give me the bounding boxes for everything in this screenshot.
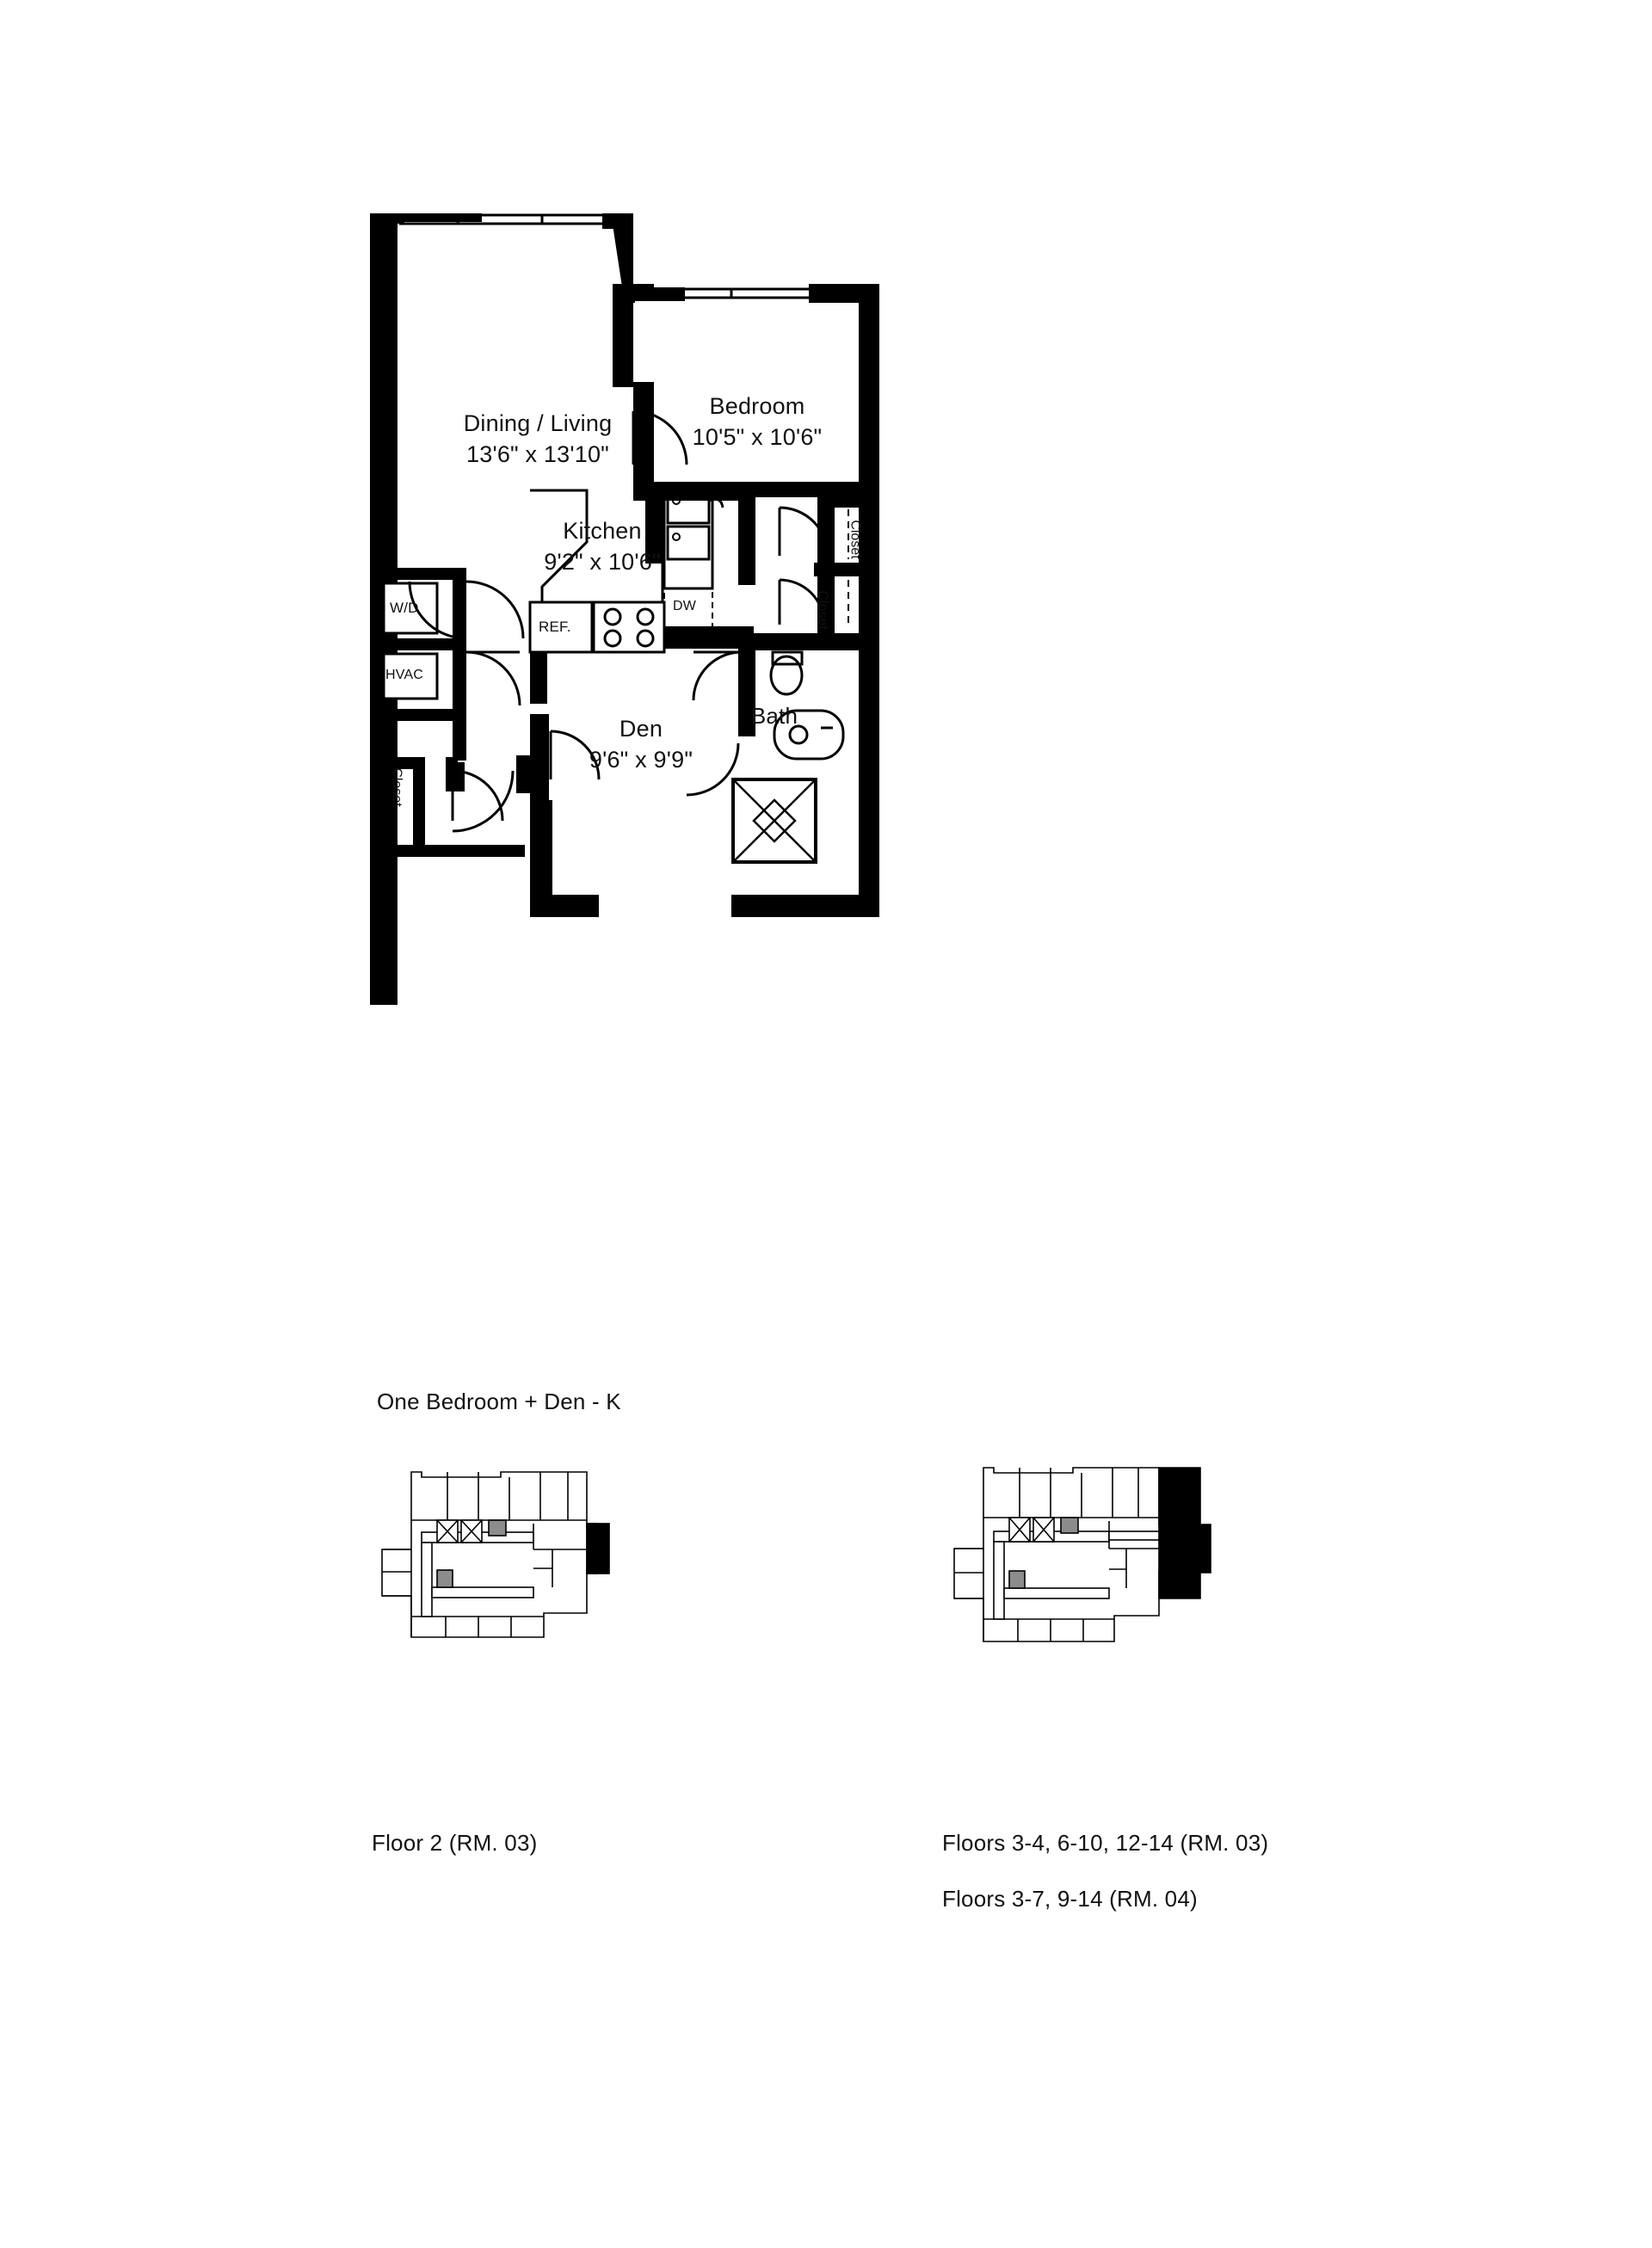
room-label-kitchen	[490, 516, 714, 577]
closet-label-3: Closet	[389, 767, 404, 807]
room-name: Den	[619, 716, 663, 742]
room-name: Kitchen	[563, 518, 642, 544]
room-dimensions: 9'2" x 10'6"	[544, 548, 661, 575]
closet-label-2: Closet	[815, 590, 830, 630]
keyplan-right-caption-secondary: Floors 3-7, 9-14 (RM. 04)	[942, 1886, 1198, 1912]
room-label-bath	[723, 701, 826, 730]
room-label-bedroom	[628, 391, 886, 453]
main-floor-plan	[361, 198, 1205, 1368]
room-dimensions: 13'6" x 13'10"	[466, 440, 609, 467]
room-name: Bedroom	[709, 393, 805, 419]
hvac-label: HVAC	[385, 668, 424, 682]
highlighted-unit	[1159, 1468, 1211, 1598]
unit-title: One Bedroom + Den - K	[377, 1389, 621, 1414]
room-name: Dining / Living	[463, 410, 613, 436]
keyplan-right-caption: Floors 3-4, 6-10, 12-14 (RM. 03)	[942, 1830, 1269, 1856]
floor-plan-drawing	[361, 198, 1205, 1368]
keyplan-right-drawing	[942, 1463, 1217, 1652]
washer-dryer-label: W/D	[390, 600, 419, 616]
highlighted-unit	[587, 1524, 609, 1574]
room-label-den	[533, 714, 749, 775]
closet-label-1: Closet	[848, 520, 863, 559]
keyplan-left-drawing	[372, 1467, 630, 1648]
room-name: Bath	[750, 703, 798, 729]
keyplan-right	[942, 1463, 1217, 1652]
room-dimensions: 9'6" x 9'9"	[589, 746, 693, 773]
refrigerator-label: REF.	[539, 619, 571, 635]
keyplan-left	[372, 1467, 630, 1648]
room-dimensions: 10'5" x 10'6"	[692, 423, 823, 450]
dishwasher-label: DW	[673, 599, 697, 613]
keyplan-left-caption: Floor 2 (RM. 03)	[372, 1830, 538, 1856]
